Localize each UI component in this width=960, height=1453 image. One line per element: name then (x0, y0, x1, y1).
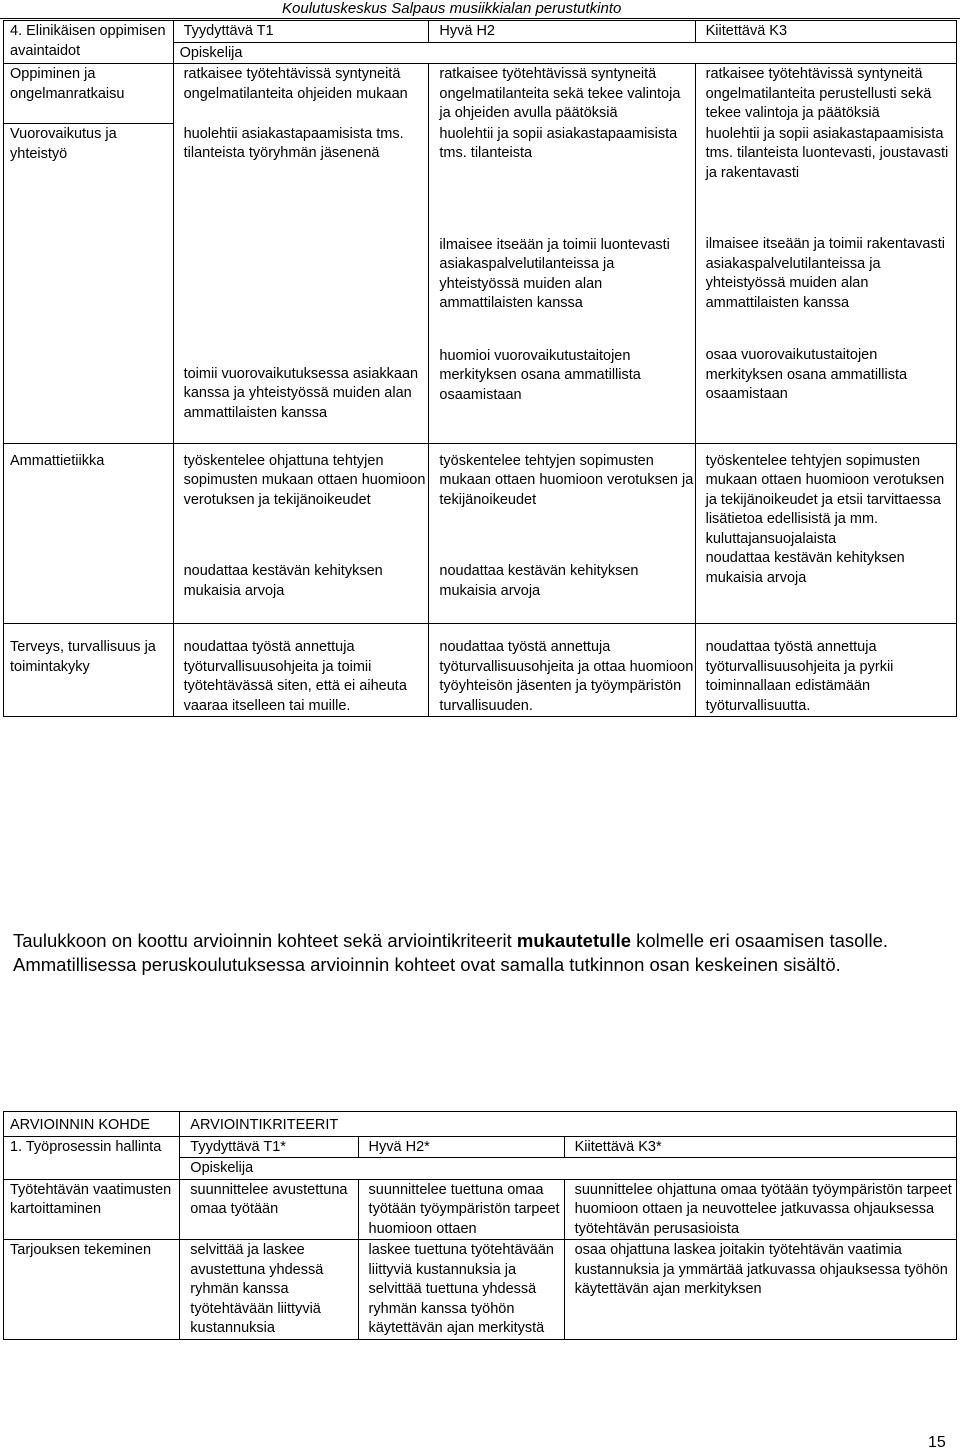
criterion-text: huolehtii ja sopii asiakastapaamisista tms. tilanteista luontevasti, joustavasti ja rakentavasti (705, 125, 949, 181)
spacer (184, 423, 429, 443)
table-cell (564, 1136, 956, 1158)
criterion-text: selvittää ja laskee avustettuna yhdessä ryhmän kanssa työtehtävään liittyviä kustannuksia (190, 1242, 324, 1336)
criterion-text: toimii vuorovaikutuksessa asiakkaan kanssa ja yhteistyössä muiden alan ammattilaisten kanssa (183, 365, 419, 421)
criterion-text: ratkaisee työtehtävissä syntyneitä ongelmatilanteita ohjeiden mukaan (183, 66, 408, 102)
level-k3-header: Kiitettävä K3 (705, 23, 788, 39)
criterion-text: huomioi vuorovaikutustaitojen merkityksen osana ammatillista osaamistaan (439, 347, 641, 403)
target-label: Tarjouksen tekeminen (10, 1242, 152, 1258)
criterion-text: noudattaa kestävän kehityksen mukaisia arvoja (439, 563, 639, 599)
criteria-table-top (3, 20, 957, 717)
page-number: 15 (928, 1434, 946, 1451)
table-cell (4, 64, 174, 124)
table-cell (358, 1240, 564, 1340)
table-cell (4, 1240, 180, 1340)
target-label: Työtehtävän vaatimusten kartoittaminen (10, 1181, 172, 1217)
table-cell (180, 1112, 957, 1137)
criterion-text: osaa ohjattuna laskea joitakin työtehtävän vaatimia kustannuksia ja ymmärtää jatkuvassa ohjauksessa työhön käytettävän ajan merkityksen (574, 1242, 948, 1297)
target-header: ARVIOINNIN KOHDE (10, 1117, 150, 1133)
criteria-table-bottom (3, 1111, 957, 1340)
spacer (184, 164, 429, 365)
table-cell (173, 64, 429, 124)
table-cell (4, 21, 174, 64)
criterion-text: noudattaa työstä annettuja työturvallisuusohjeita ja pyrkii toiminnallaan edistämään työturvallisuutta. (705, 639, 894, 714)
spacer (439, 314, 694, 347)
criterion-text: osaa vuorovaikutustaitojen merkityksen osana ammatillista osaamistaan (705, 347, 908, 402)
criterion-text: ratkaisee työtehtävissä syntyneitä ongelmatilanteita sekä tekee valintoja ja ohjeiden avulla päätöksiä (439, 66, 681, 121)
paragraph-bold-text: mukautetulle (516, 930, 631, 951)
table-cell (4, 624, 174, 717)
student-label: Opiskelija (190, 1160, 254, 1176)
table-cell (695, 64, 956, 124)
criterion-text: noudattaa työstä annettuja työturvallisuusohjeita ja toimii työtehtävässä siten, että ei aiheuta vaaraa itselleen tai muille. (183, 639, 407, 714)
table-cell (695, 624, 956, 717)
criterion-text: ratkaisee työtehtävissä syntyneitä ongelmatilanteita perustellusti sekä tekee valintoja ja päätöksiä (705, 66, 932, 121)
level-h2-header: Hyvä H2 (439, 23, 495, 39)
table-cell (695, 21, 956, 43)
criterion-text: huolehtii asiakastapaamisista tms. tilanteista työryhmän jäsenenä (183, 125, 404, 161)
area-label: Terveys, turvallisuus ja toimintakyky (10, 639, 156, 675)
criterion-text: noudattaa kestävän kehityksen mukaisia arvoja (183, 563, 383, 599)
table-cell (429, 624, 695, 717)
table-cell (173, 124, 429, 444)
table-cell (173, 21, 429, 43)
table-cell (4, 1179, 180, 1240)
table-cell (173, 42, 956, 64)
section-title: 1. Työprosessin hallinta (10, 1138, 162, 1155)
table-cell (173, 624, 429, 717)
area-label: Oppiminen ja ongelmanratkaisu (10, 66, 125, 102)
table-cell (695, 124, 956, 444)
table-cell (180, 1136, 358, 1158)
table-cell (4, 1112, 180, 1137)
summary-paragraph (13, 929, 943, 977)
table-cell (564, 1179, 956, 1240)
area-header: 4. Elinikäisen oppimisen avaintaidot (10, 23, 166, 59)
table-cell (358, 1136, 564, 1158)
table-cell (4, 1136, 180, 1179)
criterion-text: suunnittelee tuettuna omaa työtään työympäristön tarpeet huomioon ottaen (368, 1181, 560, 1237)
table-cell (358, 1179, 564, 1240)
table-cell (695, 443, 956, 624)
paragraph-text: kolmelle eri osaamisen tasolle. Ammatillisessa peruskoulutuksessa arvioinnin kohteet ovat samalla tutkinnon osan keskeinen sisältö. (13, 930, 889, 975)
criterion-text: laskee tuettuna työtehtävään liittyviä kustannuksia ja selvittää tuettuna yhdessä ryhmän kanssa työhön käytettävän ajan merkitystä (368, 1242, 554, 1336)
table-cell (429, 124, 695, 444)
criterion-text: noudattaa työstä annettuja työturvallisuusohjeita ja ottaa huomioon työyhteisön jäsenten ja työympäristön turvallisuuden. (439, 639, 694, 714)
criterion-text: ilmaisee itseään ja toimii rakentavasti asiakaspalvelutilanteissa ja yhteistyössä muiden alan ammattilaisten kanssa (705, 236, 945, 311)
level-k3-header: Kiitettävä K3* (574, 1138, 662, 1155)
table-cell (180, 1179, 358, 1240)
level-h2-header: Hyvä H2* (368, 1138, 430, 1155)
criterion-text: ilmaisee itseään ja toimii luontevasti asiakaspalvelutilanteissa ja yhteistyössä muiden alan ammattilaisten kanssa (439, 236, 670, 311)
table-cell (173, 443, 429, 624)
criterion-text: noudattaa kestävän kehityksen mukaisia arvoja (705, 550, 905, 586)
table-cell (564, 1240, 956, 1340)
criterion-text: työskentelee tehtyjen sopimusten mukaan ottaen huomioon verotuksen ja tekijänoikeudet ja etsii tarvittaessa lisätietoa edellisistä ja mm. kuluttajansuojalaista (705, 452, 945, 547)
area-label: Ammattietiikka (10, 452, 105, 469)
criterion-text: työskentelee ohjattuna tehtyjen sopimusten mukaan ottaen huomioon verotuksen ja tekijänoikeudet (183, 452, 426, 508)
criterion-text: työskentelee tehtyjen sopimusten mukaan ottaen huomioon verotuksen ja tekijänoikeudet (439, 452, 694, 508)
criterion-text: suunnittelee avustettuna omaa työtään (190, 1181, 348, 1217)
area-label: Vuorovaikutus ja yhteistyö (10, 126, 117, 162)
paragraph-text: Taulukkoon on koottu arvioinnin kohteet sekä arviointikriteerit (13, 930, 517, 951)
criterion-text: suunnittelee ohjattuna omaa työtään työympäristön tarpeet huomioon ottaen ja neuvottelee jatkuvassa ohjauksessa työtehtävän perusasioista (574, 1181, 952, 1237)
spacer (706, 313, 956, 346)
table-cell (180, 1240, 358, 1340)
student-label: Opiskelija (179, 44, 243, 61)
level-t1-header: Tyydyttävä T1 (183, 23, 274, 39)
level-t1-header: Tyydyttävä T1* (190, 1138, 286, 1155)
table-cell (4, 443, 174, 624)
header-title: Koulutuskeskus Salpaus musiikkialan perustutkinto (282, 0, 622, 17)
table-cell (429, 64, 695, 124)
spacer (184, 510, 429, 562)
spacer (439, 164, 694, 236)
table-cell (429, 21, 695, 43)
page-header (0, 0, 960, 19)
table-cell (429, 443, 695, 624)
spacer (706, 183, 956, 235)
criterion-text: huolehtii ja sopii asiakastapaamisista tms. tilanteista (439, 125, 678, 161)
table-cell (4, 124, 174, 444)
table-cell (180, 1158, 957, 1180)
criteria-header: ARVIOINTIKRITEERIT (190, 1117, 339, 1133)
spacer (439, 510, 694, 562)
